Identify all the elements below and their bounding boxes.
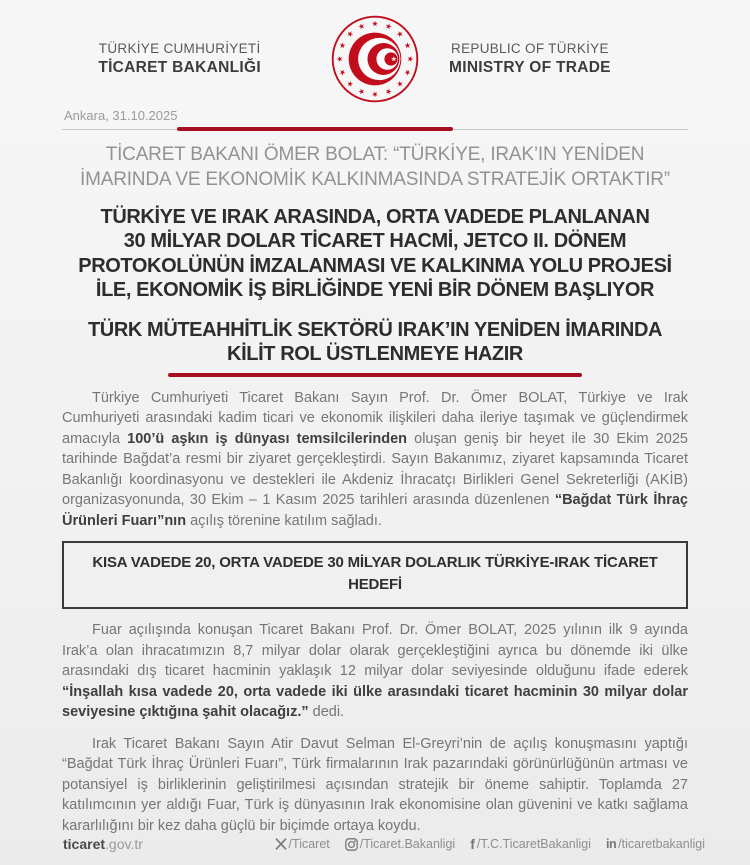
quote-title-line: TİCARET BAKANI ÖMER BOLAT: “TÜRKİYE, IRAK’IN YENİDEN <box>105 143 645 165</box>
headline <box>0 205 750 303</box>
highlight-box-line: HEDEFİ <box>348 576 402 593</box>
website-link-rest: .gov.tr <box>105 836 143 852</box>
header <box>0 12 750 106</box>
ministry-emblem-logo <box>328 12 422 106</box>
headline-line: PROTOKOLÜNÜN İMZALANMASI VE KALKINMA YOLU PROJESİ <box>78 254 672 277</box>
header-divider <box>62 127 688 131</box>
ministry-name-en-line2: MINISTRY OF TRADE <box>449 58 611 76</box>
highlight-box-line: KISA VADEDE 20, ORTA VADEDE 30 MİLYAR DOLARLIK TÜRKİYE-IRAK TİCARET <box>92 554 658 571</box>
social-handle: /Ticaret.Bakanligi <box>359 837 456 851</box>
instagram-icon <box>345 838 358 851</box>
paragraph-2: Fuar açılışında konuşan Ticaret Bakanı Prof. Dr. Ömer BOLAT, 2025 yılının ilk 9 ayında Irak’a olan ihracatımızın 8,7 milyar dolar olarak gerçekleştiğini ayrıca bu dönemde iki ülke arasındaki dış ticaret hacminin yaklaşık 12 milyar dolar seviyesinde olduğunu ifade ederek “İnşallah kısa vadede 20, orta vadede iki ülke arasındaki ticaret hacminin 30 milyar dolar seviyesine çıktığına şahit olacağız.” dedi. <box>62 622 688 720</box>
red-accent-bar <box>168 373 582 377</box>
subheadline <box>0 318 750 367</box>
paragraph-3: Irak Ticaret Bakanı Sayın Atir Davut Selman El-Greyri’nin de açılış konuşmasını yaptığı “Bağdat Türk İhraç Ürünleri Fuarı”, Türk firmalarının Irak pazarındaki görünürlüğünün artması ve potansiyel iş birliklerinin geliştirilmesi açısından stratejik bir öneme sahiptir. Toplamda 27 katılımcının yer aldığı Fuar, Türk iş dünyasının Irak ekonomisine olan güvenini ve katkı sağlama kararlılığını bir kez daha güçlü bir biçimde ortaya koydu. <box>62 735 688 834</box>
social-handle: /T.C.TicaretBakanligi <box>476 837 592 851</box>
highlight-box <box>62 541 688 609</box>
facebook-icon: f <box>470 836 475 852</box>
dateline: Ankara, 31.10.2025 <box>64 108 178 123</box>
social-handle: /ticaretbakanligi <box>618 837 705 851</box>
social-linkedin[interactable] <box>606 837 705 851</box>
social-facebook[interactable] <box>470 836 591 852</box>
footer <box>0 836 750 852</box>
paragraph-1: Türkiye Cumhuriyeti Ticaret Bakanı Sayın Prof. Dr. Ömer BOLAT, Türkiye ve Irak Cumhuriyeti arasındaki kadim ticari ve ekonomik ilişkileri daha ileriye taşımak ve güçlendirmek amacıyla 100’ü aşkın iş dünyası temsilcilerinden oluşan geniş bir heyet ile 30 Ekim 2025 tarihinde Bağdat’a resmi bir ziyaret gerçekleştirdi. Sayın Bakanımız, ziyaret kapsamında Ticaret Bakanlığı koordinasyonu ve destekleri ile Akdeniz İhracatçı Birlikleri Genel Sekreterliği (AKİB) organizasyonunda, 30 Ekim – 1 Kasım 2025 tarihleri arasında düzenlenen “Bağdat Türk İhraç Ürünleri Fuarı”nın açılış törenine katılım sağladı. <box>62 389 688 529</box>
social-instagram[interactable] <box>345 837 455 851</box>
subheadline-line: TÜRK MÜTEAHHİTLİK SEKTÖRÜ IRAK’IN YENİDEN İMARINDA <box>87 318 663 341</box>
subheadline-line: KİLİT ROL ÜSTLENMEYE HAZIR <box>227 343 523 366</box>
emblem-crescents <box>349 33 402 86</box>
ministry-name-tr-line2: TİCARET BAKANLIĞI <box>98 58 261 76</box>
divider-red-accent <box>177 127 453 131</box>
press-quote-title <box>0 142 750 192</box>
x-icon <box>275 838 287 850</box>
logo-container <box>327 12 423 106</box>
website-link[interactable] <box>63 836 143 852</box>
ministry-name-tr <box>98 41 261 77</box>
social-handle: /Ticaret <box>288 837 330 851</box>
quote-title-line: İMARINDA VE EKONOMİK KALKINMASINDA STRATEJİK ORTAKTIR” <box>80 168 670 190</box>
website-link-bold: ticaret <box>63 836 106 852</box>
headline-line: TÜRKİYE VE IRAK ARASINDA, ORTA VADEDE PLANLANAN <box>100 205 650 228</box>
headline-line: İLE, EKONOMİK İŞ BİRLİĞİNDE YENİ BİR DÖNEM BAŞLIYOR <box>95 279 655 302</box>
ministry-name-en-line1: REPUBLIC OF TÜRKİYE <box>451 40 609 56</box>
social-x[interactable] <box>275 837 330 851</box>
social-links <box>275 836 705 852</box>
linkedin-icon: in <box>606 837 617 851</box>
ministry-name-en <box>449 41 611 77</box>
ministry-name-tr-line1: TÜRKİYE CUMHURİYETİ <box>98 40 261 56</box>
headline-line: 30 MİLYAR DOLAR TİCARET HACMİ, JETCO II. DÖNEM <box>123 230 627 253</box>
